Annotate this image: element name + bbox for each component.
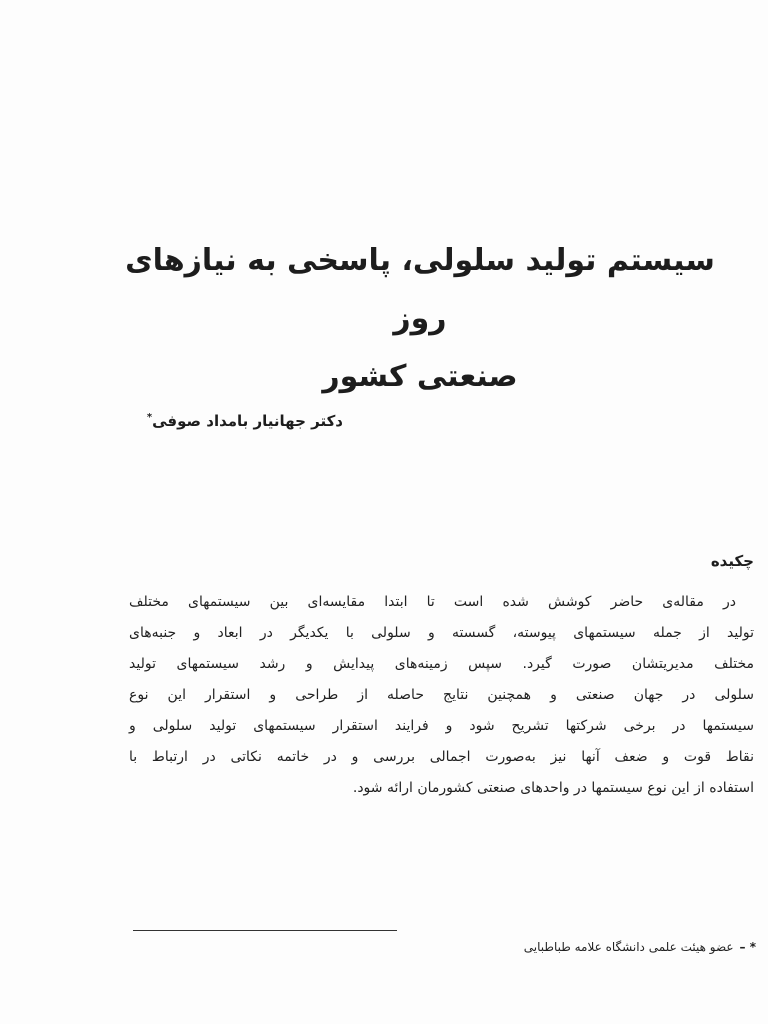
abstract-heading: چکیده — [710, 552, 754, 570]
abstract-line-1: در مقاله‌ی حاضر کوشش شده است تا ابتدا مقایسه‌ای بین سیستمهای مختلف — [129, 594, 736, 610]
abstract-line-6: نقاط قوت و ضعف آنها نیز به‌صورت اجمالی بررسی و در خاتمه نکاتی در ارتباط با — [129, 749, 754, 765]
paper-title — [120, 232, 720, 406]
abstract-line-5: سیستمها در برخی شرکتها تشریح شود و فرایند استقرار سیستمهای تولید سلولی و — [129, 718, 754, 734]
footnote-divider — [133, 930, 397, 931]
author-footnote-mark: * — [146, 412, 153, 423]
abstract-line-2: تولید از جمله سیستمهای پیوسته، گسسته و سلولی با یکدیگر در ابعاد و جنبه‌های — [129, 625, 754, 641]
footnote-mark: * – — [739, 940, 756, 954]
footnote-text: عضو هیئت علمی دانشگاه علامه طباطبایی — [523, 940, 734, 954]
title-line-1: سیستم تولید سلولی، پاسخی به نیازهای روز — [125, 243, 715, 336]
abstract-line-7: استفاده از این نوع سیستمها در واحدهای صنعتی کشورمان ارائه شود. — [352, 780, 754, 796]
abstract-line-3: مختلف مدیریتشان صورت گیرد. سپس زمینه‌های پیدایش و رشد سیستمهای تولید — [129, 656, 754, 672]
author-line — [146, 412, 343, 430]
footnote — [524, 940, 756, 954]
author-name: دکتر جهانیار بامداد صوفی — [152, 412, 343, 430]
abstract-line-4: سلولی در جهان صنعتی و همچنین نتایج حاصله از طراحی و استقرار این نوع — [129, 687, 754, 703]
abstract-body — [129, 587, 754, 804]
title-line-2: صنعتی کشور — [322, 359, 518, 394]
